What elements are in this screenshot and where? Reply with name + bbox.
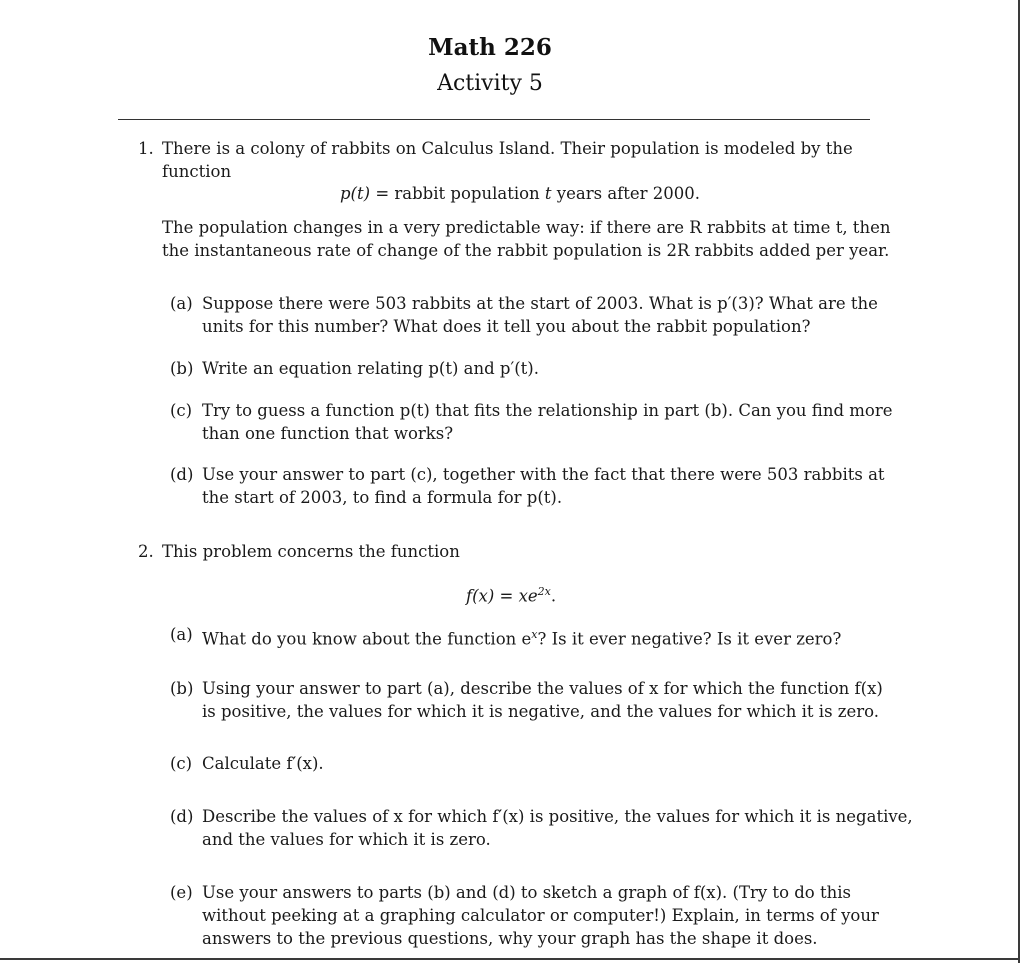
problem-1-intro-line1: There is a colony of rabbits on Calculus Island. Their population is modeled by the [162,139,853,158]
page-right-border [1018,0,1020,963]
problem-1-part-a-line1: Suppose there were 503 rabbits at the start of 2003. What is p′(3)? What are the [202,294,878,313]
problem-2-part-d-label: (d) [170,807,194,826]
problem-1-intro-line2: function [162,162,232,181]
problem-2-number: 2. [138,542,154,561]
problem-1-part-b-label: (b) [170,359,194,378]
problem-1-part-c-line1: Try to guess a function p(t) that fits the relationship in part (b). Can you find more [202,401,893,420]
problem-1-part-d-line2: the start of 2003, to find a formula for p(t). [202,488,563,507]
formula-2-main: f(x) = xe [466,586,538,606]
page-bottom-border [0,958,1020,960]
problem-2-part-e-line3: answers to the previous questions, why your graph has the shape it does. [202,929,818,948]
problem-1-part-a-line2: units for this number? What does it tell you about the rabbit population? [202,317,811,336]
p2a-end: ? Is it ever negative? Is it ever zero? [537,629,842,649]
formula-2-exp: 2x [537,585,551,598]
p2a-sup: x [531,628,538,641]
problem-2-part-e-line1: Use your answers to parts (b) and (d) to sketch a graph of f(x). (Try to do this [202,883,851,902]
problem-2-part-a-line1 [202,623,841,651]
problem-1-part-b-line1: Write an equation relating p(t) and p′(t). [202,359,539,378]
formula-lhs: p(t) [340,184,371,203]
formula-2-end: . [550,586,557,606]
problem-2-formula [466,580,556,608]
problem-1-number: 1. [138,139,154,158]
problem-2-part-e-line2: without peeking at a graphing calculator or computer!) Explain, in terms of your [202,906,879,925]
problem-2-part-d-line2: and the values for which it is zero. [202,830,491,849]
problem-1-part-d-label: (d) [170,465,194,484]
formula-var: t [544,184,552,203]
problem-1-para-line1: The population changes in a very predictable way: if there are R rabbits at time t, then [162,218,891,237]
problem-1-para-line2: the instantaneous rate of change of the rabbit population is 2R rabbits added per year. [162,241,890,260]
p2a-text: What do you know about the function e [202,629,532,649]
problem-1-part-c-line2: than one function that works? [202,424,454,443]
document-title: Math 226 [428,34,552,61]
problem-2-part-c-line1: Calculate f′(x). [202,754,324,773]
problem-2-part-b-line2: is positive, the values for which it is negative, and the values for which it is zero. [202,702,880,721]
document-subtitle: Activity 5 [437,71,543,96]
problem-2-intro: This problem concerns the function [162,542,460,561]
problem-2-part-d-line1: Describe the values of x for which f′(x) is positive, the values for which it is negative, [202,807,913,826]
problem-2-part-b-label: (b) [170,679,194,698]
problem-1-formula [340,182,700,205]
problem-2-part-e-label: (e) [170,883,193,902]
problem-1-part-a-label: (a) [170,294,193,313]
problem-2-part-a-label: (a) [170,625,193,644]
formula-rest: years after 2000. [551,184,701,203]
formula-eq: = rabbit population [370,184,545,203]
problem-2-part-b-line1: Using your answer to part (a), describe the values of x for which the function f(x) [202,679,883,698]
problem-1-part-d-line1: Use your answer to part (c), together with the fact that there were 503 rabbits at [202,465,885,484]
problem-1-part-c-label: (c) [170,401,193,420]
problem-2-part-c-label: (c) [170,754,193,773]
header-rule [118,119,870,120]
